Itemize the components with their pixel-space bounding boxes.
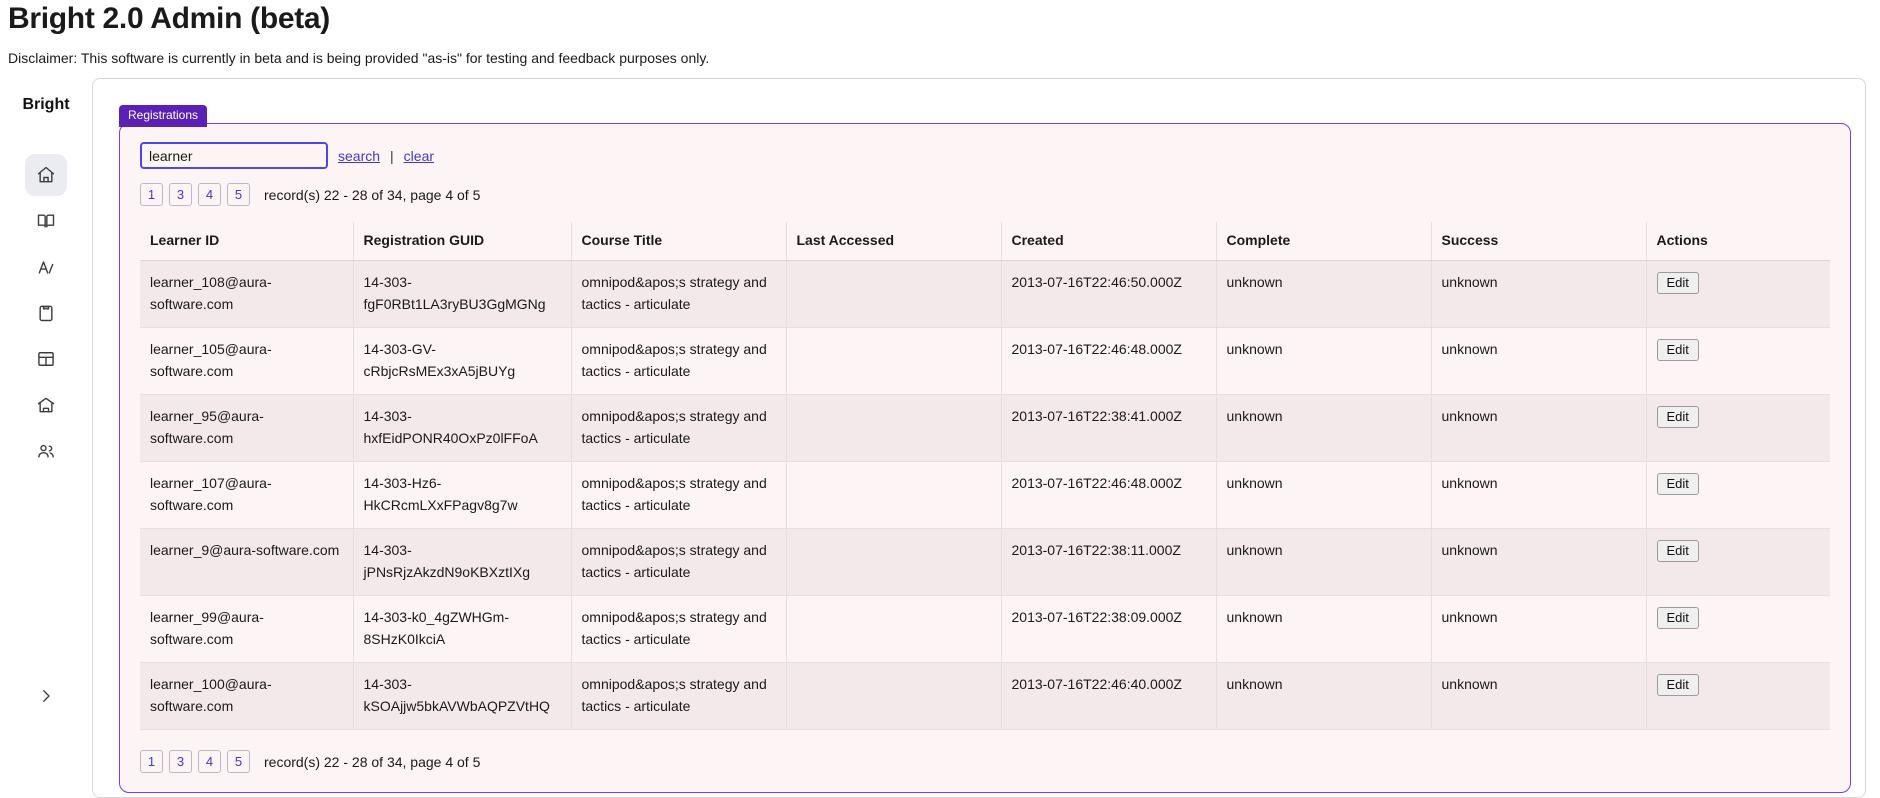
column-header-course-title: Course Title (571, 222, 786, 261)
cell-complete: unknown (1216, 663, 1431, 730)
users-icon (36, 441, 56, 461)
cell-guid: 14-303-jPNsRjzAkzdN9oKBXztIXg (353, 529, 571, 596)
cell-created: 2013-07-16T22:38:11.000Z (1001, 529, 1216, 596)
cell-success: unknown (1431, 596, 1646, 663)
page-button-5-bottom[interactable]: 5 (227, 750, 250, 773)
column-header-complete: Complete (1216, 222, 1431, 261)
page-button-3[interactable]: 3 (169, 183, 192, 206)
table-header-row (140, 222, 1830, 261)
cell-course-title: omnipod&apos;s strategy and tactics - articulate (571, 462, 786, 529)
home-icon (36, 165, 56, 185)
table-row (140, 596, 1830, 663)
cell-last-accessed (786, 596, 1001, 663)
cell-learner-id: learner_9@aura-software.com (140, 529, 353, 596)
cell-complete: unknown (1216, 395, 1431, 462)
cell-learner-id: learner_108@aura-software.com (140, 261, 353, 328)
search-link[interactable]: search (338, 147, 381, 164)
edit-button[interactable]: Edit (1657, 473, 1699, 495)
cell-course-title: omnipod&apos;s strategy and tactics - articulate (571, 328, 786, 395)
page-button-5[interactable]: 5 (227, 183, 250, 206)
page-button-3-bottom[interactable]: 3 (169, 750, 192, 773)
table-row (140, 328, 1830, 395)
cell-last-accessed (786, 261, 1001, 328)
search-separator: | (390, 147, 394, 164)
page-button-4[interactable]: 4 (198, 183, 221, 206)
cell-learner-id: learner_99@aura-software.com (140, 596, 353, 663)
cell-created: 2013-07-16T22:46:50.000Z (1001, 261, 1216, 328)
cell-learner-id: learner_105@aura-software.com (140, 328, 353, 395)
page-button-1[interactable]: 1 (140, 183, 163, 206)
cell-actions (1646, 462, 1830, 529)
cell-actions (1646, 663, 1830, 730)
cell-guid: 14-303-hxfEidPONR40OxPz0lFFoA (353, 395, 571, 462)
sidebar (0, 78, 92, 798)
page-title: Bright 2.0 Admin (beta) (8, 2, 331, 35)
main-panel (92, 78, 1866, 798)
table-icon (36, 349, 56, 369)
sidebar-item-assignments[interactable] (25, 292, 67, 334)
app-shell (0, 78, 1880, 798)
pagination-bottom (140, 750, 1830, 773)
cell-actions (1646, 261, 1830, 328)
cell-actions (1646, 395, 1830, 462)
cell-actions (1646, 529, 1830, 596)
cell-course-title: omnipod&apos;s strategy and tactics - articulate (571, 395, 786, 462)
cell-success: unknown (1431, 529, 1646, 596)
pagination-status-top: record(s) 22 - 28 of 34, page 4 of 5 (264, 186, 481, 203)
cell-last-accessed (786, 328, 1001, 395)
cell-created: 2013-07-16T22:46:48.000Z (1001, 462, 1216, 529)
cell-success: unknown (1431, 261, 1646, 328)
beta-disclaimer: Disclaimer: This software is currently in beta and is being provided "as-is" for testing and feedback purposes only. (8, 50, 710, 66)
cell-guid: 14-303-Hz6-HkCRcmLXxFPagv8g7w (353, 462, 571, 529)
sidebar-item-data[interactable] (25, 338, 67, 380)
table-row (140, 261, 1830, 328)
cell-success: unknown (1431, 663, 1646, 730)
search-row (140, 142, 1830, 169)
cell-course-title: omnipod&apos;s strategy and tactics - articulate (571, 663, 786, 730)
cell-guid: 14-303-GV-cRbjcRsMEx3xA5jBUYg (353, 328, 571, 395)
table-row (140, 529, 1830, 596)
pagination-top (140, 183, 1830, 206)
cell-success: unknown (1431, 395, 1646, 462)
tab-strip (119, 105, 207, 127)
page-button-1-bottom[interactable]: 1 (140, 750, 163, 773)
column-header-registration-guid: Registration GUID (353, 222, 571, 261)
column-header-created: Created (1001, 222, 1216, 261)
book-icon (36, 211, 56, 231)
cell-last-accessed (786, 663, 1001, 730)
clear-link[interactable]: clear (403, 147, 435, 164)
cell-course-title: omnipod&apos;s strategy and tactics - articulate (571, 529, 786, 596)
column-header-success: Success (1431, 222, 1646, 261)
edit-button[interactable]: Edit (1657, 339, 1699, 361)
page-button-4-bottom[interactable]: 4 (198, 750, 221, 773)
column-header-last-accessed: Last Accessed (786, 222, 1001, 261)
column-header-actions: Actions (1646, 222, 1830, 261)
registrations-card (119, 123, 1851, 793)
table-row (140, 395, 1830, 462)
bank-icon (36, 395, 56, 415)
sidebar-item-organization[interactable] (25, 384, 67, 426)
cell-actions (1646, 328, 1830, 395)
registrations-table (140, 222, 1830, 730)
table-row (140, 462, 1830, 529)
table-row (140, 663, 1830, 730)
sidebar-expand-button[interactable] (28, 680, 64, 716)
cell-complete: unknown (1216, 596, 1431, 663)
cell-actions (1646, 596, 1830, 663)
search-input[interactable] (140, 142, 328, 169)
cell-created: 2013-07-16T22:38:09.000Z (1001, 596, 1216, 663)
clipboard-icon (36, 303, 56, 323)
edit-button[interactable]: Edit (1657, 607, 1699, 629)
cell-learner-id: learner_100@aura-software.com (140, 663, 353, 730)
edit-button[interactable]: Edit (1657, 674, 1699, 696)
cell-created: 2013-07-16T22:46:40.000Z (1001, 663, 1216, 730)
cell-course-title: omnipod&apos;s strategy and tactics - articulate (571, 261, 786, 328)
tab-registrations[interactable]: Registrations (119, 105, 207, 127)
cell-learner-id: learner_95@aura-software.com (140, 395, 353, 462)
sidebar-item-learners[interactable] (25, 430, 67, 472)
sidebar-item-reports[interactable] (25, 246, 67, 288)
cell-last-accessed (786, 462, 1001, 529)
cell-created: 2013-07-16T22:46:48.000Z (1001, 328, 1216, 395)
cell-guid: 14-303-k0_4gZWHGm-8SHzK0IkciA (353, 596, 571, 663)
cell-complete: unknown (1216, 328, 1431, 395)
column-header-learner-id: Learner ID (140, 222, 353, 261)
edit-button[interactable]: Edit (1657, 406, 1699, 428)
sidebar-item-courses[interactable] (25, 200, 67, 242)
brand-label: Bright (22, 96, 70, 113)
cell-created: 2013-07-16T22:38:41.000Z (1001, 395, 1216, 462)
cell-success: unknown (1431, 462, 1646, 529)
chevron-right-icon (37, 687, 55, 710)
cell-complete: unknown (1216, 462, 1431, 529)
edit-button[interactable]: Edit (1657, 540, 1699, 562)
cell-guid: 14-303-kSOAjjw5bkAVWbAQPZVtHQ (353, 663, 571, 730)
cell-success: unknown (1431, 328, 1646, 395)
cell-guid: 14-303-fgF0RBt1LA3ryBU3GgMGNg (353, 261, 571, 328)
cell-learner-id: learner_107@aura-software.com (140, 462, 353, 529)
cell-complete: unknown (1216, 261, 1431, 328)
edit-button[interactable]: Edit (1657, 272, 1699, 294)
cell-last-accessed (786, 395, 1001, 462)
chart-icon (36, 257, 56, 277)
cell-last-accessed (786, 529, 1001, 596)
cell-course-title: omnipod&apos;s strategy and tactics - articulate (571, 596, 786, 663)
pagination-status-bottom: record(s) 22 - 28 of 34, page 4 of 5 (264, 753, 481, 770)
sidebar-item-home[interactable] (25, 154, 67, 196)
cell-complete: unknown (1216, 529, 1431, 596)
